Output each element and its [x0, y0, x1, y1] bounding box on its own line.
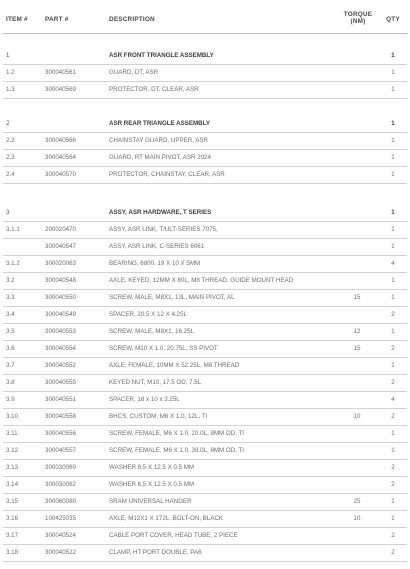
cell-description: WASHER 6.5 X 12.5 X 0.5 MM: [109, 481, 195, 488]
table-row: [3, 150, 407, 167]
cell-qty: 2: [391, 532, 395, 539]
cell-item: 3.2: [6, 277, 15, 284]
cell-part: 300040550: [45, 294, 76, 301]
cell-description: CABLE PORT COVER, HEAD TUBE, 2 PIECE: [109, 532, 238, 539]
cell-part: 300020063: [45, 260, 76, 267]
table-row: [3, 358, 407, 375]
cell-part: 300040524: [45, 532, 76, 539]
cell-description: ASSY, ASR LINK, C-SERIES 6061: [109, 243, 205, 250]
table-row: [3, 545, 407, 562]
cell-torque: 12: [353, 328, 361, 335]
cell-qty: 1: [391, 137, 395, 144]
cell-part: 300040549: [45, 311, 76, 318]
cell-item: 3.18: [6, 549, 19, 556]
cell-part: 300040569: [45, 86, 76, 93]
cell-item: 3.14: [6, 481, 19, 488]
cell-description: BHCS, CUSTOM, M6 X 1.0, 12L, TI: [109, 413, 208, 420]
cell-qty: 4: [391, 396, 395, 403]
cell-qty: 1: [391, 86, 395, 93]
cell-part: 300040557: [45, 447, 76, 454]
header-description: DESCRIPTION: [109, 16, 155, 23]
cell-part: 300040522: [45, 549, 76, 556]
cell-item: 3.15: [6, 498, 19, 505]
cell-description: SPACER, 20.5 X 12 X 4.25L: [109, 311, 187, 318]
table-row: [3, 341, 407, 358]
cell-qty: 2: [391, 379, 395, 386]
table-row: [3, 273, 407, 290]
cell-torque: 10: [353, 413, 361, 420]
cell-item: 3.1.2: [6, 260, 20, 267]
cell-description: SPACER, 18 x 10 x 3.25L: [109, 396, 180, 403]
cell-part: 300040548: [45, 277, 76, 284]
cell-torque: 25: [353, 498, 361, 505]
cell-description: CLAMP, HT PORT DOUBLE, PA6: [109, 549, 202, 556]
cell-part: 300030062: [45, 481, 76, 488]
cell-item: 2.2: [6, 137, 15, 144]
cell-description: ASSY, ASR HARDWARE, T SERIES: [109, 209, 212, 216]
table-row: [3, 82, 407, 99]
cell-item: 2.4: [6, 171, 15, 178]
cell-description: CHAINSTAY GUARD, UPPER, ASR: [109, 137, 209, 144]
table-row: [3, 324, 407, 341]
table-row: [3, 375, 407, 392]
header-part: PART #: [45, 16, 69, 23]
cell-item: 3.7: [6, 362, 15, 369]
cell-torque: 15: [353, 294, 361, 301]
cell-part: 300040561: [45, 69, 76, 76]
cell-item: 3.3: [6, 294, 15, 301]
cell-part: 300040558: [45, 413, 76, 420]
table-row: [3, 460, 407, 477]
cell-item: 3.4: [6, 311, 15, 318]
cell-description: AXLE, M12X1 X 172L, BOLT-ON, BLACK: [109, 515, 224, 522]
cell-item: 3: [6, 209, 10, 216]
table-row: [3, 426, 407, 443]
table-row: [3, 222, 407, 239]
cell-part: 300040551: [45, 396, 76, 403]
cell-qty: 1: [391, 120, 395, 127]
cell-qty: 2: [391, 481, 395, 488]
cell-qty: 1: [391, 498, 395, 505]
cell-item: 2: [6, 120, 10, 127]
cell-part: 300040553: [45, 328, 76, 335]
cell-part: 100425035: [45, 515, 76, 522]
cell-qty: 2: [391, 549, 395, 556]
cell-qty: 1: [391, 328, 395, 335]
cell-description: GUARD, DT, ASR: [109, 69, 159, 76]
table-row: [3, 167, 407, 184]
cell-part: 300040564: [45, 154, 76, 161]
cell-description: ASR FRONT TRIANGLE ASSEMBLY: [109, 52, 214, 59]
table-row: [3, 133, 407, 150]
cell-item: 3.5: [6, 328, 15, 335]
cell-description: SCREW, M10 X 1.0, 20.75L, SS PIVOT: [109, 345, 218, 352]
cell-description: SRAM UNIVERSAL HANGER: [109, 498, 192, 505]
cell-item: 3.10: [6, 413, 19, 420]
cell-qty: 1: [391, 430, 395, 437]
cell-description: PROTECTOR, DT, CLEAR, ASR: [109, 86, 199, 93]
cell-torque: 10: [353, 515, 361, 522]
cell-part: 300040570: [45, 171, 76, 178]
table-row: [3, 307, 407, 324]
cell-item: 3.8: [6, 379, 15, 386]
table-group-row: [3, 116, 407, 133]
cell-qty: 1: [391, 447, 395, 454]
header-qty: QTY: [386, 16, 400, 23]
cell-item: 1.2: [6, 69, 15, 76]
table-row: [3, 477, 407, 494]
table-row: [3, 443, 407, 460]
cell-item: 3.12: [6, 447, 19, 454]
cell-item: 3.6: [6, 345, 15, 352]
cell-description: SCREW, MALE, M8X1, 13L, MAIN PIVOT, AL: [109, 294, 235, 301]
cell-qty: 2: [391, 413, 395, 420]
table-row: [3, 392, 407, 409]
header-torque-line2: (NM): [350, 18, 366, 25]
cell-qty: 1: [391, 277, 395, 284]
cell-description: BEARING, 6800, 19 X 10 X 5MM: [109, 260, 201, 267]
cell-description: KEYED NUT, M10, 17.5 OD, 7.5L: [109, 379, 202, 386]
cell-qty: 1: [391, 294, 395, 301]
cell-item: 3.9: [6, 396, 15, 403]
cell-description: ASSY, ASR LINK, T/ULT-SERIES 7075,: [109, 226, 218, 233]
table-group-row: [3, 48, 407, 65]
cell-item: 3.1.1: [6, 226, 20, 233]
table-row: [3, 290, 407, 307]
table-row: [3, 256, 407, 273]
cell-qty: 1: [391, 226, 395, 233]
cell-part: 300040556: [45, 430, 76, 437]
cell-item: 3.16: [6, 515, 19, 522]
table-row: [3, 65, 407, 82]
cell-part: 200020470: [45, 226, 76, 233]
cell-qty: 2: [391, 464, 395, 471]
cell-qty: 1: [391, 171, 395, 178]
cell-description: SCREW, FEMALE, M6 X 1.0, 38.0L, 8MM OD, TI: [109, 447, 245, 454]
cell-qty: 1: [391, 515, 395, 522]
cell-description: SCREW, FEMALE, M6 X 1.0, 20.0L, 8MM OD, TI: [109, 430, 245, 437]
cell-part: 300040552: [45, 362, 76, 369]
cell-description: AXLE, KEYED, 12MM X 80L, M8 THREAD, GUIDE MOUNT HEAD: [109, 277, 294, 284]
cell-qty: 1: [391, 69, 395, 76]
cell-part: 300030069: [45, 464, 76, 471]
cell-description: WASHER 8.5 X 12.5 X 0.5 MM: [109, 464, 195, 471]
cell-qty: 1: [391, 52, 395, 59]
cell-item: 2.3: [6, 154, 15, 161]
cell-item: 1: [6, 52, 10, 59]
cell-qty: 1: [391, 209, 395, 216]
table-row: [3, 409, 407, 426]
cell-item: 1.3: [6, 86, 15, 93]
table-row: [3, 239, 407, 256]
header-item: ITEM #: [6, 16, 28, 23]
cell-part: 300040555: [45, 379, 76, 386]
cell-qty: 1: [391, 362, 395, 369]
cell-part: 300040554: [45, 345, 76, 352]
cell-qty: 1: [391, 243, 395, 250]
table-row: [3, 528, 407, 545]
table-group-row: [3, 205, 407, 222]
table-row: [3, 511, 407, 528]
header-torque-line1: TORQUE: [343, 11, 373, 18]
cell-qty: 2: [391, 311, 395, 318]
cell-qty: 2: [391, 345, 395, 352]
cell-torque: 15: [353, 345, 361, 352]
cell-description: GUARD, RT MAIN PIVOT, ASR 2024: [109, 154, 211, 161]
cell-part: 300060080: [45, 498, 76, 505]
cell-description: AXLE, FEMALE, 10MM X 52.25L, M8 THREAD: [109, 362, 240, 369]
cell-description: ASR REAR TRIANGLE ASSEMBLY: [109, 120, 210, 127]
cell-item: 3.11: [6, 430, 18, 437]
cell-part: 300040547: [45, 243, 76, 250]
cell-description: SCREW, MALE, M8X1, 16.25L: [109, 328, 194, 335]
cell-part: 300040566: [45, 137, 76, 144]
cell-description: PROTECTOR, CHAINSTAY, CLEAR, ASR: [109, 171, 225, 178]
cell-qty: 4: [391, 260, 395, 267]
table-row: [3, 494, 407, 511]
cell-qty: 1: [391, 154, 395, 161]
cell-item: 3.17: [6, 532, 19, 539]
cell-item: 3.13: [6, 464, 19, 471]
